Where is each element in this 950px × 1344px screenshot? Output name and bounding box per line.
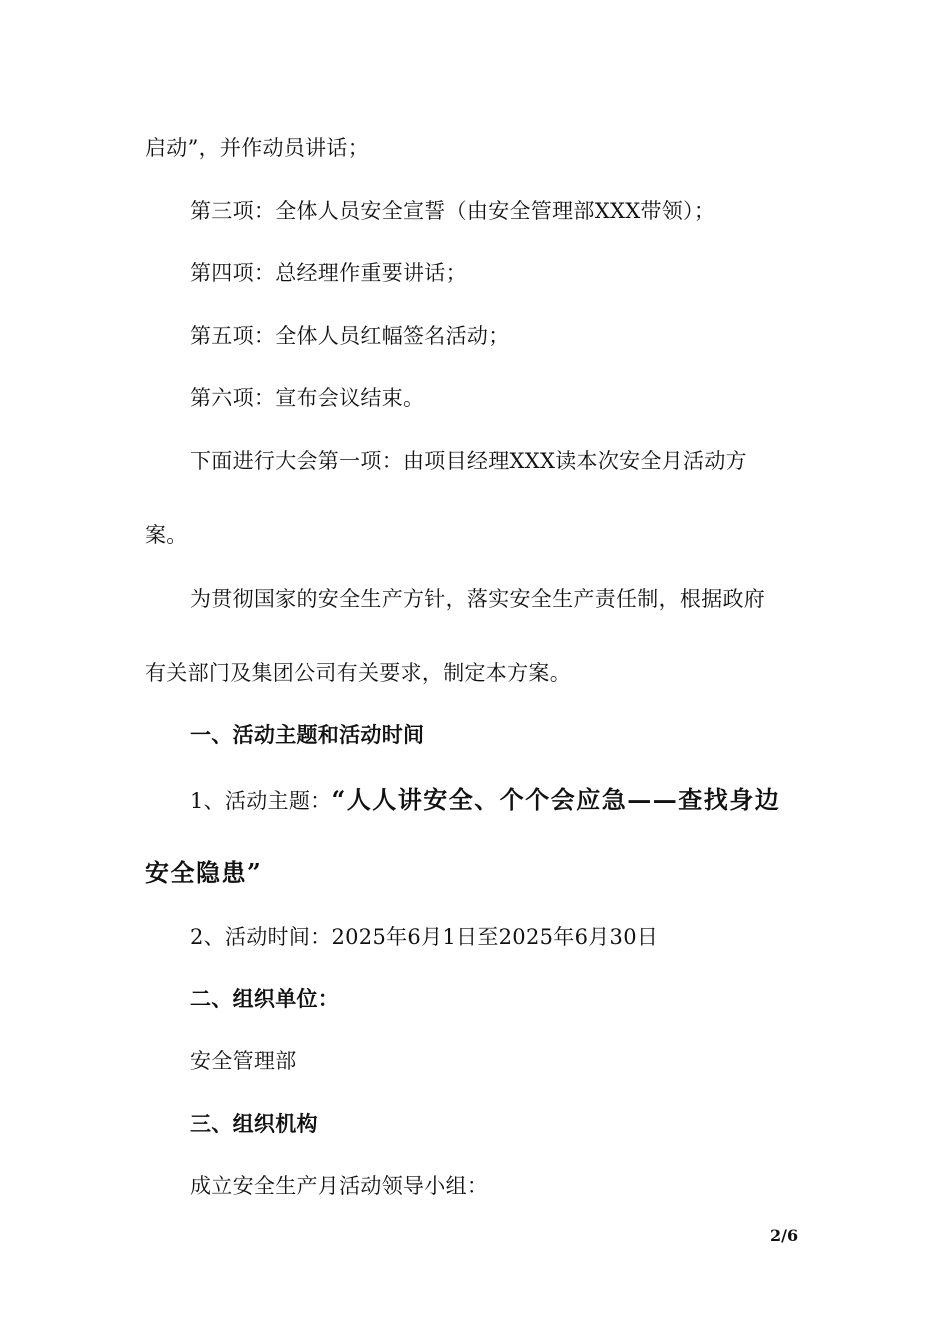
- activity-theme-text-cont: 安全隐患”: [145, 858, 263, 887]
- agenda-item-3: 第三项：全体人员安全宣誓（由安全管理部XXX带领）；: [190, 199, 716, 223]
- paragraph-line: 案。: [145, 523, 188, 547]
- section-heading-2: 二、组织单位：: [190, 986, 340, 1011]
- paragraph-line: 有关部门及集团公司有关要求，制定本方案。: [145, 661, 571, 685]
- organizing-unit: 安全管理部: [190, 1049, 297, 1073]
- activity-theme-label: 1、活动主题：: [190, 789, 332, 813]
- page-number: 2/6: [770, 1226, 799, 1245]
- agenda-item-4: 第四项：总经理作重要讲话；: [190, 261, 467, 285]
- agenda-item-6: 第六项：宣布会议结束。: [190, 386, 425, 410]
- activity-theme-line: [190, 785, 860, 816]
- activity-time: 2、活动时间：2025年6月1日至2025年6月30日: [190, 925, 659, 949]
- paragraph-line: 下面进行大会第一项：由项目经理XXX读本次安全月活动方: [190, 449, 747, 473]
- paragraph-line: 成立安全生产月活动领导小组：: [190, 1174, 489, 1198]
- agenda-item-5: 第五项：全体人员红幅签名活动；: [190, 324, 510, 348]
- section-heading-1: 一、活动主题和活动时间: [190, 722, 425, 747]
- paragraph-line: 为贯彻国家的安全生产方针，落实安全生产责任制，根据政府: [190, 587, 766, 611]
- paragraph-line: 启动”，并作动员讲话；: [145, 136, 370, 160]
- activity-theme-text: “人人讲安全、个个会应急——查找身边: [331, 785, 781, 814]
- section-heading-3: 三、组织机构: [190, 1111, 318, 1136]
